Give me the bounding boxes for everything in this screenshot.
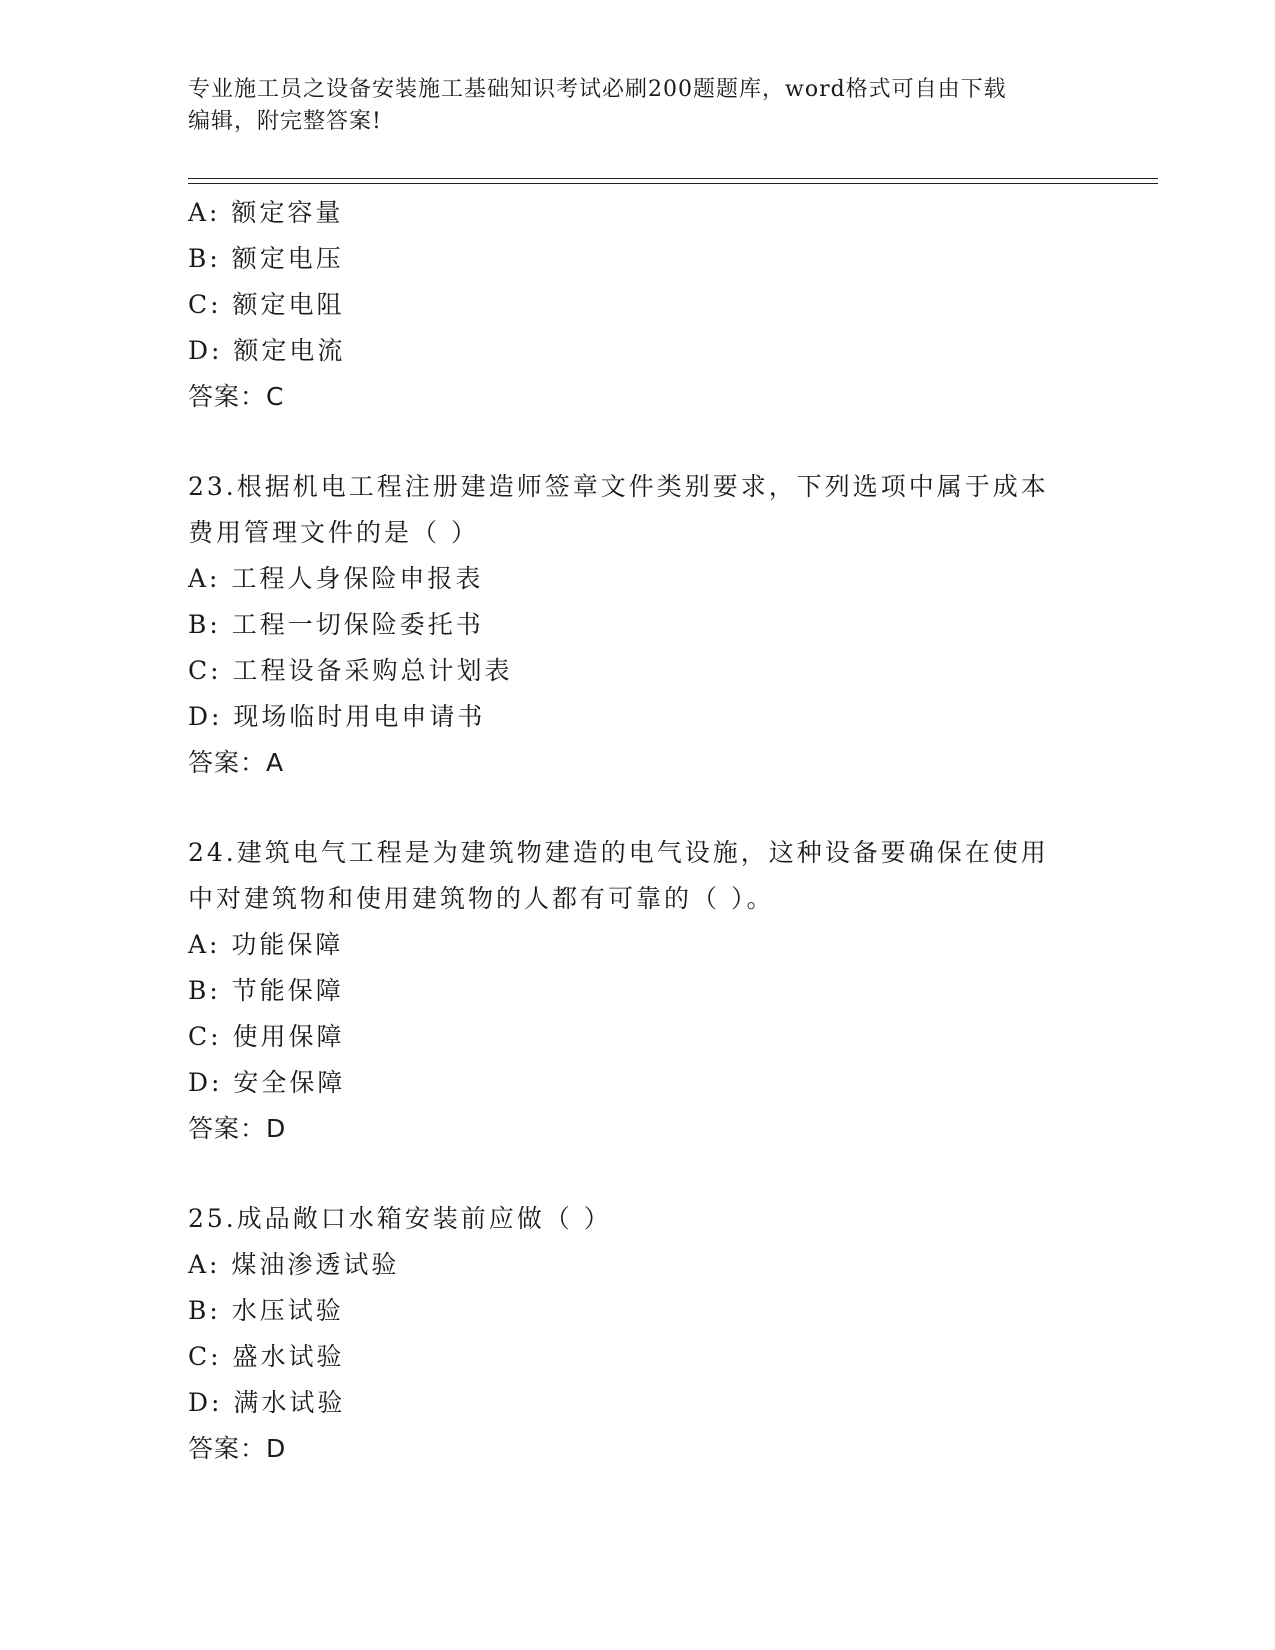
question-stem-line1: 23.根据机电工程注册建造师签章文件类别要求，下列选项中属于成本 bbox=[188, 472, 1049, 501]
question-22 bbox=[188, 190, 1088, 420]
question-stem-line2: 费用管理文件的是（ ） bbox=[188, 518, 479, 547]
answer-text: 答案：C bbox=[188, 382, 285, 411]
option-c: C: 使用保障 bbox=[188, 1022, 345, 1051]
option-a: A: 功能保障 bbox=[188, 930, 344, 959]
option-b: B: 水压试验 bbox=[188, 1296, 344, 1325]
option-d: D: 安全保障 bbox=[188, 1068, 346, 1097]
option-a: A: 煤油渗透试验 bbox=[188, 1250, 400, 1279]
question-stem-line2: 中对建筑物和使用建筑物的人都有可靠的（ ）。 bbox=[188, 884, 775, 913]
option-a: A: 额定容量 bbox=[188, 198, 344, 227]
option-c: C: 工程设备采购总计划表 bbox=[188, 656, 513, 685]
answer-text: 答案：A bbox=[188, 748, 285, 777]
option-b: B: 额定电压 bbox=[188, 244, 344, 273]
answer-text: 答案：D bbox=[188, 1434, 287, 1463]
document-header bbox=[188, 74, 1088, 138]
answer-text: 答案：D bbox=[188, 1114, 287, 1143]
option-c: C: 盛水试验 bbox=[188, 1342, 345, 1371]
question-stem-line1: 24.建筑电气工程是为建筑物建造的电气设施，这种设备要确保在使用 bbox=[188, 838, 1049, 867]
option-b: B: 工程一切保险委托书 bbox=[188, 610, 484, 639]
question-25 bbox=[188, 1196, 1088, 1472]
option-c: C: 额定电阻 bbox=[188, 290, 345, 319]
header-title-line2: 编辑，附完整答案! bbox=[188, 109, 382, 134]
header-divider-top bbox=[188, 178, 1158, 179]
option-b: B: 节能保障 bbox=[188, 976, 344, 1005]
question-24 bbox=[188, 830, 1088, 1152]
question-23 bbox=[188, 464, 1088, 786]
option-a: A: 工程人身保险申报表 bbox=[188, 564, 484, 593]
option-d: D: 满水试验 bbox=[188, 1388, 346, 1417]
question-stem-line1: 25.成品敞口水箱安装前应做（ ） bbox=[188, 1204, 612, 1233]
header-divider-bottom bbox=[188, 183, 1158, 184]
question-list bbox=[188, 190, 1088, 1472]
option-d: D: 现场临时用电申请书 bbox=[188, 702, 486, 731]
header-title-line1: 专业施工员之设备安装施工基础知识考试必刷200题题库，word格式可自由下载 bbox=[188, 77, 1007, 102]
option-d: D: 额定电流 bbox=[188, 336, 346, 365]
